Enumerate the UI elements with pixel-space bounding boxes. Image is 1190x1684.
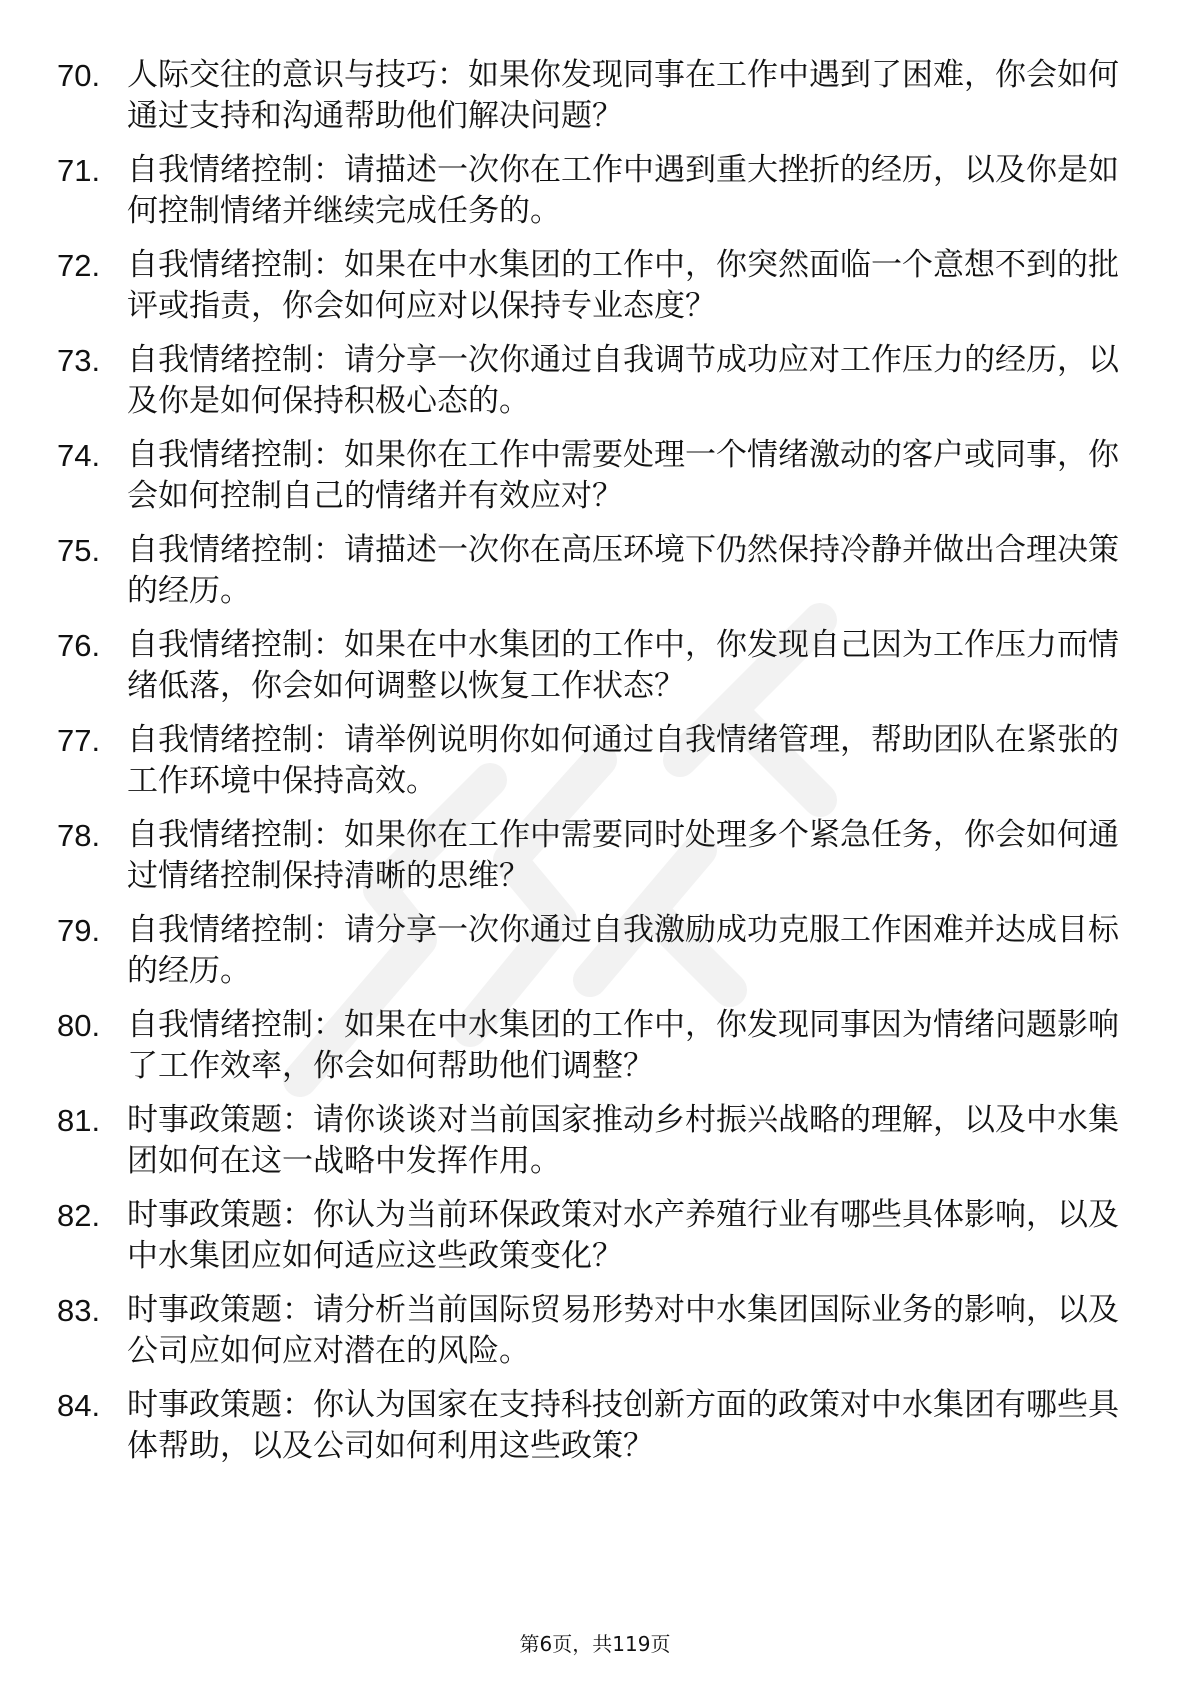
question-list xyxy=(57,55,1137,1480)
question-number: 81. xyxy=(57,1103,101,1138)
question-text: 自我情绪控制：如果在中水集团的工作中，你发现同事因为情绪问题影响了工作效率，你会如何帮助他们调整？ xyxy=(127,1007,1119,1084)
question-number: 77. xyxy=(57,723,101,758)
question-text: 自我情绪控制：请描述一次你在工作中遇到重大挫折的经历，以及你是如何控制情绪并继续完成任务的。 xyxy=(127,152,1119,229)
question-item xyxy=(57,720,1137,802)
question-text: 自我情绪控制：请分享一次你通过自我激励成功克服工作困难并达成目标的经历。 xyxy=(127,912,1119,989)
question-number: 75. xyxy=(57,533,101,568)
question-text: 自我情绪控制：请举例说明你如何通过自我情绪管理，帮助团队在紧张的工作环境中保持高效。 xyxy=(127,722,1119,799)
question-number: 73. xyxy=(57,343,101,378)
question-text: 自我情绪控制：如果你在工作中需要处理一个情绪激动的客户或同事，你会如何控制自己的情绪并有效应对？ xyxy=(127,437,1119,514)
question-number: 71. xyxy=(57,153,101,188)
question-number: 78. xyxy=(57,818,101,853)
question-number: 82. xyxy=(57,1198,101,1233)
question-number: 76. xyxy=(57,628,101,663)
question-text: 自我情绪控制：请描述一次你在高压环境下仍然保持冷静并做出合理决策的经历。 xyxy=(127,532,1119,609)
question-number: 84. xyxy=(57,1388,101,1423)
question-text: 时事政策题：请分析当前国际贸易形势对中水集团国际业务的影响，以及公司应如何应对潜在的风险。 xyxy=(127,1292,1119,1369)
question-text: 自我情绪控制：如果在中水集团的工作中，你突然面临一个意想不到的批评或指责，你会如何应对以保持专业态度？ xyxy=(127,247,1119,324)
question-item xyxy=(57,910,1137,992)
question-item xyxy=(57,245,1137,327)
question-number: 79. xyxy=(57,913,101,948)
question-item xyxy=(57,435,1137,517)
question-item xyxy=(57,1385,1137,1467)
question-text: 自我情绪控制：如果你在工作中需要同时处理多个紧急任务，你会如何通过情绪控制保持清晰的思维？ xyxy=(127,817,1119,894)
question-item xyxy=(57,1195,1137,1277)
question-text: 自我情绪控制：请分享一次你通过自我调节成功应对工作压力的经历，以及你是如何保持积极心态的。 xyxy=(127,342,1119,419)
question-item xyxy=(57,1005,1137,1087)
question-item xyxy=(57,55,1137,137)
question-item xyxy=(57,815,1137,897)
question-number: 83. xyxy=(57,1293,101,1328)
question-item xyxy=(57,625,1137,707)
question-number: 70. xyxy=(57,58,101,93)
question-number: 80. xyxy=(57,1008,101,1043)
question-text: 时事政策题：你认为国家在支持科技创新方面的政策对中水集团有哪些具体帮助，以及公司如何利用这些政策？ xyxy=(127,1387,1119,1464)
question-item xyxy=(57,1100,1137,1182)
question-text: 自我情绪控制：如果在中水集团的工作中，你发现自己因为工作压力而情绪低落，你会如何调整以恢复工作状态？ xyxy=(127,627,1119,704)
question-item xyxy=(57,530,1137,612)
question-text: 时事政策题：你认为当前环保政策对水产养殖行业有哪些具体影响，以及中水集团应如何适应这些政策变化？ xyxy=(127,1197,1119,1274)
question-text: 人际交往的意识与技巧：如果你发现同事在工作中遇到了困难，你会如何通过支持和沟通帮助他们解决问题？ xyxy=(127,57,1119,134)
question-item xyxy=(57,150,1137,232)
question-item xyxy=(57,340,1137,422)
question-item xyxy=(57,1290,1137,1372)
page-footer: 第6页，共119页 xyxy=(519,1632,671,1656)
question-number: 74. xyxy=(57,438,101,473)
question-number: 72. xyxy=(57,248,101,283)
question-text: 时事政策题：请你谈谈对当前国家推动乡村振兴战略的理解，以及中水集团如何在这一战略中发挥作用。 xyxy=(127,1102,1119,1179)
